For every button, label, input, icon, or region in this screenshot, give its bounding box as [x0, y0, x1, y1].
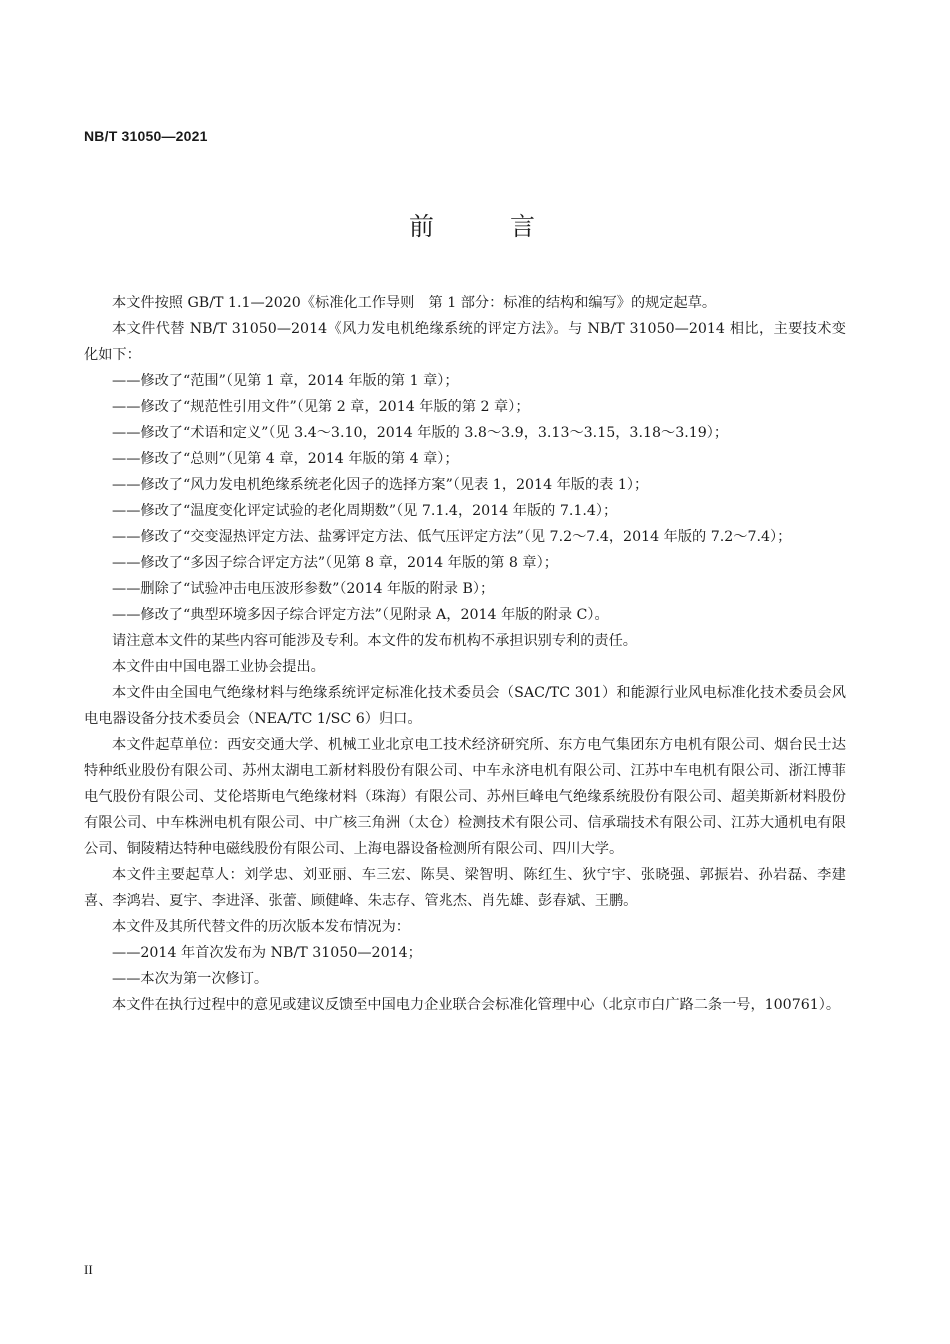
change-item-temperature-cycles: ——修改了“温度变化评定试验的老化周期数”（见 7.1.4，2014 年版的 7.1.4）； [112, 503, 618, 519]
change-item-scope: ——修改了“范围”（见第 1 章，2014 年版的第 1 章）； [112, 373, 459, 389]
change-item-aging-factors: ——修改了“风力发电机绝缘系统老化因子的选择方案”（见表 1，2014 年版的表 1）； [112, 477, 649, 493]
change-item-general: ——修改了“总则”（见第 4 章，2014 年版的第 4 章）； [112, 451, 459, 467]
paragraph-drafting-rules: 本文件按照 GB/T 1.1—2020《标准化工作导则 第 1 部分：标准的结构和编写》的规定起草。 [112, 295, 717, 311]
paragraph-committee: 本文件由全国电气绝缘材料与绝缘系统评定标准化技术委员会（SAC/TC 301）和能源行业风电标准化技术委员会风电电器设备分技术委员会（NEA/TC 1/SC 6）归口。 [84, 685, 846, 727]
change-item-multifactor: ——修改了“多因子综合评定方法”（见第 8 章，2014 年版的第 8 章）； [112, 555, 558, 571]
paragraph-patent-notice: 请注意本文件的某些内容可能涉及专利。本文件的发布机构不承担识别专利的责任。 [112, 633, 637, 649]
preface-body [84, 290, 846, 1018]
paragraph-version-history: 本文件及其所代替文件的历次版本发布情况为： [112, 919, 410, 935]
page-title: 前 言 [409, 212, 569, 241]
page-number: II [84, 1262, 93, 1277]
paragraph-proposer: 本文件由中国电器工业协会提出。 [112, 659, 325, 675]
change-item-deleted-impulse: ——删除了“试验冲击电压波形参数”（2014 年版的附录 B）； [112, 581, 495, 597]
paragraph-drafting-units: 本文件起草单位：西安交通大学、机械工业北京电工技术经济研究所、东方电气集团东方电机有限公司、烟台民士达特种纸业股份有限公司、苏州太湖电工新材料股份有限公司、中车永济电机有限公司、江苏中车电机有限公司、浙江博菲电气股份有限公司、艾伦塔斯电气绝缘材料（珠海）有限公司、苏州巨峰电气绝缘系统股份有限公司、超美斯新材料股份有限公司、中车株洲电机有限公司、中广核三角洲（太仓）检测技术有限公司、信承瑞技术有限公司、江苏大通机电有限公司、铜陵精达特种电磁线股份有限公司、上海电器设备检测所有限公司、四川大学。 [84, 737, 846, 857]
change-item-terms: ——修改了“术语和定义”（见 3.4～3.10，2014 年版的 3.8～3.9，3.13～3.15，3.18～3.19）； [112, 425, 729, 441]
change-item-typical-environment: ——修改了“典型环境多因子综合评定方法”（见附录 A，2014 年版的附录 C）。 [112, 607, 609, 623]
paragraph-replaces: 本文件代替 NB/T 31050—2014《风力发电机绝缘系统的评定方法》。与 NB/T 31050—2014 相比，主要技术变化如下： [84, 321, 846, 363]
paragraph-drafters: 本文件主要起草人：刘学忠、刘亚丽、车三宏、陈昊、梁智明、陈红生、狄宁宇、张晓强、郭振岩、孙岩磊、李建喜、李鸿岩、夏宇、李进泽、张蕾、顾健峰、朱志存、管兆杰、肖先雄、彭春斌、王鹏。 [84, 867, 846, 909]
standard-number: NB/T 31050—2021 [84, 128, 208, 144]
change-item-humidity-salt-pressure: ——修改了“交变湿热评定方法、盐雾评定方法、低气压评定方法”（见 7.2～7.4，2014 年版的 7.2～7.4）； [112, 529, 792, 545]
change-item-normative-references: ——修改了“规范性引用文件”（见第 2 章，2014 年版的第 2 章）； [112, 399, 530, 415]
version-item-revision: ——本次为第一次修订。 [112, 971, 269, 987]
version-item-first: ——2014 年首次发布为 NB/T 31050—2014； [112, 945, 422, 961]
paragraph-feedback: 本文件在执行过程中的意见或建议反馈至中国电力企业联合会标准化管理中心（北京市白广路二条一号，100761）。 [112, 997, 841, 1013]
